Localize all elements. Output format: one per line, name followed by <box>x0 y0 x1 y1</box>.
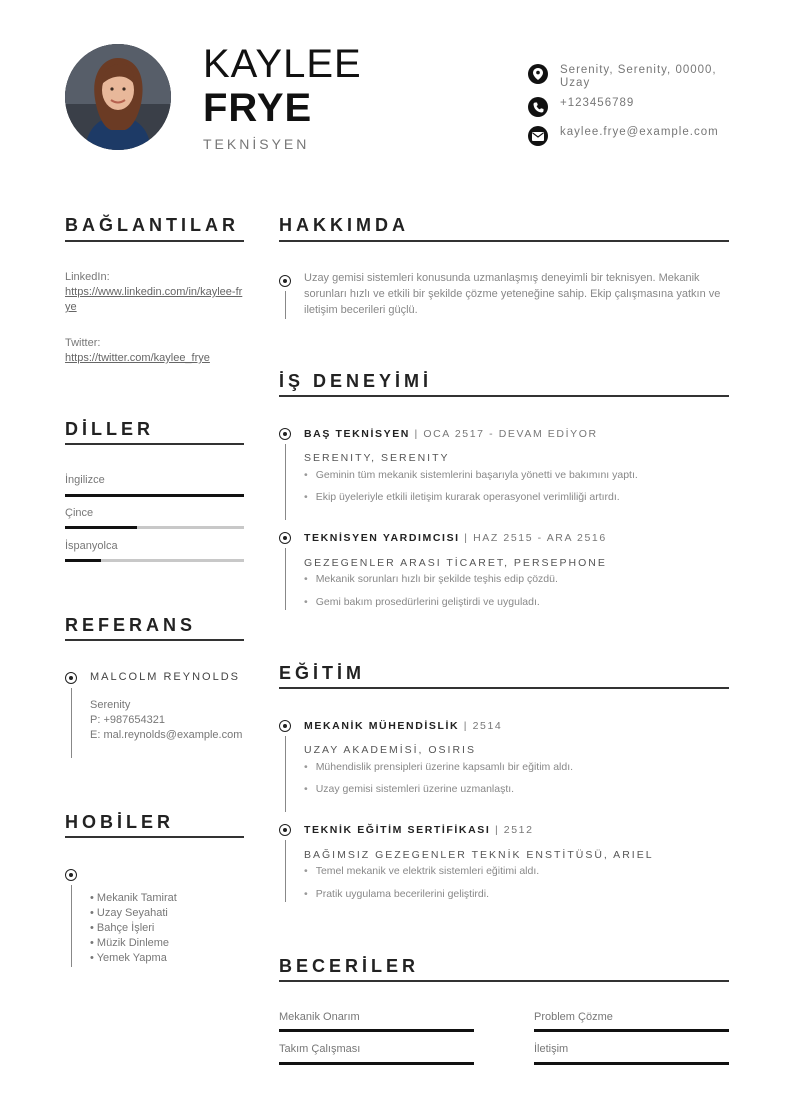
education-bullet: • Temel mekanik ve elektrik sistemleri eğitimi aldı. <box>304 865 539 877</box>
location-pin-icon <box>528 64 548 84</box>
timeline-dot-icon <box>279 824 291 836</box>
list-item: • Bahçe İşleri <box>90 922 155 934</box>
education-institution: BAĞIMSIZ GEZEGENLER TEKNİK ENSTİTÜSÜ, ARIEL <box>304 849 654 861</box>
about-text: Uzay gemisi sistemleri konusunda uzmanlaşmış deneyimli bir teknisyen. Mekanik sorunları hızlı ve etkili bir şekilde çözme yeteneğine sahip. Ekip çalışmasına yatkın ve iletişim becerileri güçlü. <box>304 272 721 316</box>
list-item: • Müzik Dinleme <box>90 937 170 949</box>
timeline-line <box>285 444 286 520</box>
job-bullet: • Gemi bakım prosedürlerini geliştirdi ve uyguladı. <box>304 596 540 608</box>
education-degree: MEKANİK MÜHENDİSLİK <box>304 720 460 732</box>
skill-bar <box>279 1029 474 1032</box>
envelope-icon <box>528 126 548 146</box>
phone-icon <box>528 97 548 117</box>
timeline-dot-icon <box>279 275 291 287</box>
reference-phone[interactable]: P: +987654321 <box>90 714 165 726</box>
job-organization: SERENITY, SERENITY <box>304 452 450 464</box>
about-heading: HAKKIMDA <box>279 215 409 235</box>
list-item: • Uzay Seyahati <box>90 907 168 919</box>
about-divider <box>279 240 729 242</box>
skill-label: Mekanik Onarım <box>279 1011 360 1023</box>
list-item: • Yemek Yapma <box>90 952 167 964</box>
education-bullet: • Pratik uygulama becerilerini geliştirdi. <box>304 888 489 900</box>
email-text[interactable]: kaylee.frye@example.com <box>560 126 719 138</box>
skills-divider <box>279 980 729 982</box>
phone-text[interactable]: +123456789 <box>560 97 635 109</box>
linkedin-link[interactable]: https://www.linkedin.com/in/kaylee-frye <box>65 286 243 313</box>
language-label: Çince <box>65 507 94 519</box>
last-name: FRYE <box>203 86 313 130</box>
language-bar-fill <box>65 494 244 497</box>
skills-heading: BECERİLER <box>279 956 420 976</box>
education-header <box>304 720 502 732</box>
skill-label: İletişim <box>534 1043 569 1055</box>
languages-divider <box>65 443 244 445</box>
skill-label: Problem Çözme <box>534 1011 613 1023</box>
list-item: • Mekanik Tamirat <box>90 892 177 904</box>
timeline-dot-icon <box>279 720 291 732</box>
twitter-label: Twitter: <box>65 337 101 349</box>
language-bar <box>65 526 244 529</box>
reference-name: MALCOLM REYNOLDS <box>90 671 240 683</box>
education-bullet: • Uzay gemisi sistemleri üzerine uzmanlaştı. <box>304 783 514 795</box>
experience-heading: İŞ DENEYİMİ <box>279 371 433 391</box>
contact-address <box>528 64 735 90</box>
portrait-illustration <box>65 44 171 150</box>
timeline-line <box>285 840 286 902</box>
skill-bar-fill <box>534 1062 729 1065</box>
linkedin-block <box>65 270 245 315</box>
references-divider <box>65 639 244 641</box>
education-institution: UZAY AKADEMİSİ, OSIRIS <box>304 744 476 756</box>
reference-email[interactable]: E: mal.reynolds@example.com <box>90 729 243 741</box>
skill-bar <box>534 1029 729 1032</box>
skill-bar <box>279 1062 474 1065</box>
job-header <box>304 532 607 544</box>
skill-bar <box>534 1062 729 1065</box>
skill-bar-fill <box>279 1062 474 1065</box>
language-label: İspanyolca <box>65 540 118 552</box>
timeline-dot-icon <box>279 532 291 544</box>
contact-email <box>528 126 735 146</box>
job-bullet: • Ekip üyeleriyle etkili iletişim kurarak operasyonel verimliliği artırdı. <box>304 491 620 503</box>
job-bullet: • Geminin tüm mekanik sistemlerini başarıyla yönetti ve bakımını yaptı. <box>304 469 638 481</box>
language-bar-fill <box>65 526 137 529</box>
language-bar <box>65 559 244 562</box>
first-name: KAYLEE <box>203 42 362 86</box>
job-role: BAŞ TEKNİSYEN <box>304 428 410 440</box>
timeline-line <box>71 688 72 758</box>
timeline-dot-icon <box>279 428 291 440</box>
contact-phone <box>528 97 735 117</box>
reference-company: Serenity <box>90 699 131 711</box>
education-divider <box>279 687 729 689</box>
job-role: TEKNİSYEN YARDIMCISI <box>304 532 460 544</box>
job-organization: GEZEGENLER ARASI TİCARET, PERSEPHONE <box>304 557 607 569</box>
skill-bar-fill <box>534 1029 729 1032</box>
job-dates: | HAZ 2515 - ARA 2516 <box>459 532 607 544</box>
skill-bar-fill <box>279 1029 474 1032</box>
timeline-dot-icon <box>65 869 77 881</box>
links-heading: BAĞLANTILAR <box>65 215 239 235</box>
hobbies-heading: HOBİLER <box>65 812 174 832</box>
job-bullet: • Mekanik sorunları hızlı bir şekilde teşhis edip çözdü. <box>304 573 558 585</box>
timeline-line <box>285 736 286 812</box>
twitter-block <box>65 336 245 366</box>
linkedin-label: LinkedIn: <box>65 271 110 283</box>
reference-details <box>90 698 245 743</box>
timeline-line <box>285 548 286 610</box>
job-dates: | OCA 2517 - DEVAM EDİYOR <box>409 428 598 440</box>
twitter-link[interactable]: https://twitter.com/kaylee_frye <box>65 352 210 364</box>
references-heading: REFERANS <box>65 615 197 635</box>
timeline-line <box>71 885 72 967</box>
job-title: TEKNİSYEN <box>203 136 310 152</box>
timeline-dot-icon <box>65 672 77 684</box>
address-text: Serenity, Serenity, 00000, Uzay <box>560 64 717 89</box>
education-heading: EĞİTİM <box>279 663 365 683</box>
education-header <box>304 824 534 836</box>
education-dates: | 2512 <box>490 824 534 836</box>
job-header <box>304 428 598 440</box>
languages-heading: DİLLER <box>65 419 154 439</box>
timeline-line <box>285 291 286 319</box>
profile-photo <box>65 44 171 150</box>
education-degree: TEKNİK EĞİTİM SERTİFİKASI <box>304 824 491 836</box>
education-bullet: • Mühendislik prensipleri üzerine kapsamlı bir eğitim aldı. <box>304 761 573 773</box>
hobbies-divider <box>65 836 244 838</box>
hobby-list <box>90 891 177 966</box>
language-label: İngilizce <box>65 474 105 486</box>
education-dates: | 2514 <box>459 720 503 732</box>
links-divider <box>65 240 244 242</box>
skill-label: Takım Çalışması <box>279 1043 361 1055</box>
experience-divider <box>279 395 729 397</box>
language-bar-fill <box>65 559 101 562</box>
language-bar <box>65 494 244 497</box>
